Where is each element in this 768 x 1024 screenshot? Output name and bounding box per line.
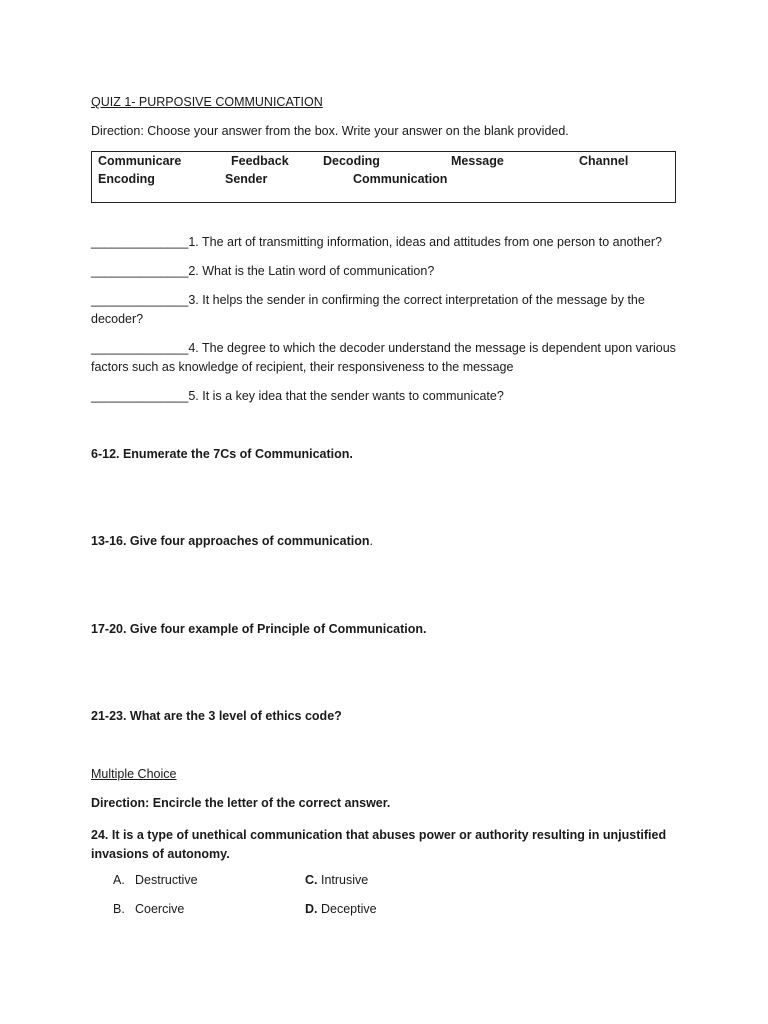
- choice-a[interactable]: A. Destructive: [113, 873, 198, 887]
- mc-question-24: 24. It is a type of unethical communication that abuses power or authority resulting in unjustified invasions of autonomy.: [91, 828, 667, 861]
- choice-d[interactable]: D. Deceptive: [305, 902, 377, 916]
- direction-text: Direction: Choose your answer from the box. Write your answer on the blank provided.: [91, 124, 569, 138]
- section-approaches: 13-16. Give four approaches of communication.: [91, 534, 374, 548]
- word-feedback: Feedback: [231, 154, 289, 168]
- choice-b[interactable]: B. Coercive: [113, 902, 185, 916]
- word-communicare: Communicare: [98, 154, 182, 168]
- choice-c[interactable]: C. Intrusive: [305, 873, 369, 887]
- mc-heading: Multiple Choice: [91, 767, 177, 781]
- question-4: ______________4. The degree to which the decoder understand the message is dependent upon various factors such as knowledge of recipient, their responsiveness to the message: [91, 341, 676, 374]
- mc-direction: Direction: Encircle the letter of the correct answer.: [91, 796, 391, 810]
- answer-blank[interactable]: ______________: [91, 389, 189, 403]
- word-sender: Sender: [225, 172, 268, 186]
- word-message: Message: [451, 154, 504, 168]
- answer-blank[interactable]: ______________: [91, 293, 189, 307]
- answer-blank[interactable]: ______________: [91, 235, 189, 249]
- quiz-title: QUIZ 1- PURPOSIVE COMMUNICATION: [91, 95, 323, 109]
- question-2: ______________2. What is the Latin word of communication?: [91, 264, 435, 278]
- answer-blank[interactable]: ______________: [91, 341, 189, 355]
- section-7cs: 6-12. Enumerate the 7Cs of Communication.: [91, 447, 353, 461]
- word-channel: Channel: [579, 154, 629, 168]
- word-communication: Communication: [353, 172, 448, 186]
- word-encoding: Encoding: [98, 172, 155, 186]
- question-1: ______________1. The art of transmitting information, ideas and attitudes from one person to another?: [91, 235, 662, 249]
- section-ethics: 21-23. What are the 3 level of ethics code?: [91, 709, 342, 723]
- answer-blank[interactable]: ______________: [91, 264, 189, 278]
- answer-word-box: [91, 151, 676, 203]
- word-decoding: Decoding: [323, 154, 380, 168]
- section-principles: 17-20. Give four example of Principle of Communication.: [91, 622, 427, 636]
- question-5: ______________5. It is a key idea that the sender wants to communicate?: [91, 389, 504, 403]
- question-3: ______________3. It helps the sender in confirming the correct interpretation of the message by the decoder?: [91, 293, 645, 326]
